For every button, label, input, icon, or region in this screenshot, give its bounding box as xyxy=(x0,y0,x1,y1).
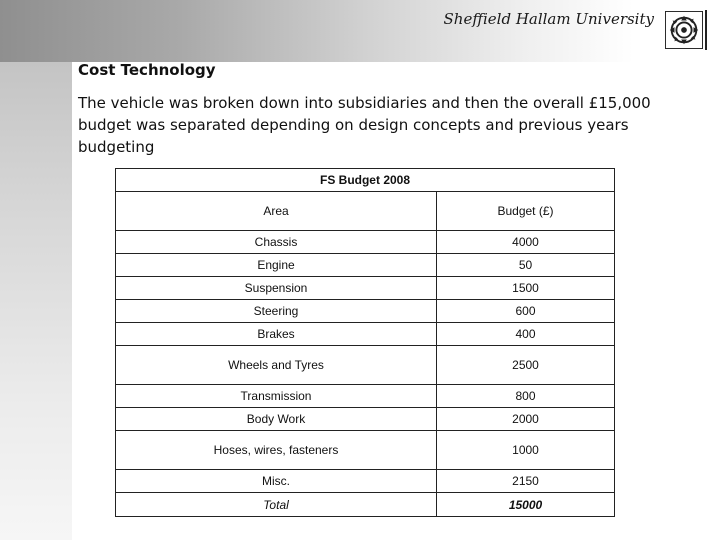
table-row xyxy=(116,470,615,493)
table-row xyxy=(116,431,615,470)
row-area: Brakes xyxy=(116,323,437,346)
slide-title: Cost Technology xyxy=(78,61,216,79)
row-budget: 400 xyxy=(437,323,615,346)
left-decorative-strip xyxy=(0,62,72,540)
row-budget: 50 xyxy=(437,254,615,277)
university-name: Sheffield Hallam University xyxy=(443,10,654,28)
slide-body-text: The vehicle was broken down into subsidiaries and then the overall £15,000 budget was separated depending on design concepts and previous years budgeting xyxy=(78,94,651,156)
row-area: Chassis xyxy=(116,231,437,254)
row-area: Engine xyxy=(116,254,437,277)
row-budget: 2000 xyxy=(437,408,615,431)
logo-divider xyxy=(705,10,707,50)
rose-emblem-icon xyxy=(665,11,703,49)
row-budget: 4000 xyxy=(437,231,615,254)
row-area: Suspension xyxy=(116,277,437,300)
row-budget: 1000 xyxy=(437,431,615,470)
table-row xyxy=(116,385,615,408)
row-area: Transmission xyxy=(116,385,437,408)
row-budget: 2500 xyxy=(437,346,615,385)
total-value: 15000 xyxy=(437,493,615,517)
header-budget: Budget (£) xyxy=(437,192,615,231)
row-area: Misc. xyxy=(116,470,437,493)
table-row xyxy=(116,346,615,385)
row-area: Hoses, wires, fasteners xyxy=(116,431,437,470)
row-budget: 800 xyxy=(437,385,615,408)
header-area: Area xyxy=(116,192,437,231)
table-row xyxy=(116,300,615,323)
table-row xyxy=(116,408,615,431)
total-row xyxy=(116,493,615,517)
row-budget: 600 xyxy=(437,300,615,323)
row-budget: 2150 xyxy=(437,470,615,493)
row-area: Body Work xyxy=(116,408,437,431)
row-budget: 1500 xyxy=(437,277,615,300)
total-label: Total xyxy=(116,493,437,517)
table-row xyxy=(116,277,615,300)
table-row xyxy=(116,254,615,277)
table-row xyxy=(116,323,615,346)
budget-table xyxy=(115,168,615,517)
table-row xyxy=(116,231,615,254)
row-area: Wheels and Tyres xyxy=(116,346,437,385)
table-caption: FS Budget 2008 xyxy=(116,169,615,192)
row-area: Steering xyxy=(116,300,437,323)
